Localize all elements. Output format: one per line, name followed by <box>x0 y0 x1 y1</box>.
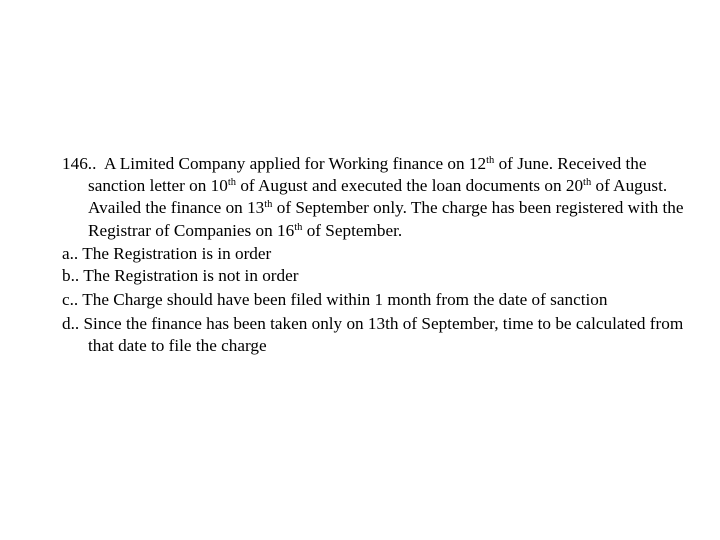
option-d <box>62 313 702 358</box>
ordinal-suffix-2: th <box>227 177 237 189</box>
ordinal-suffix-4: th <box>264 199 273 211</box>
question-text-part-1: A Limited Company applied for Working finance on 12 <box>104 154 487 173</box>
question-number: 146.. <box>62 154 97 173</box>
option-d-text: Since the finance has been taken only on 13th of September, time to be calculated from that date to file the charge <box>83 313 684 356</box>
option-b-text: The Registration is not in order <box>83 266 299 286</box>
question-text-part-3: of August and executed the loan documents on 20 <box>236 176 584 196</box>
question-text-part-2: of June. Received the sanction letter on 10 <box>88 154 647 196</box>
ordinal-suffix-1: th <box>486 155 495 167</box>
option-d-label: d.. <box>62 313 80 333</box>
option-b-label: b.. <box>62 266 80 286</box>
question-text-part-4: of August. Availed the finance on 13 <box>88 176 668 218</box>
option-c <box>62 289 702 312</box>
question-text-part-5: of September only. The charge has been registered with the Registrar of Companies on 16 <box>88 198 684 240</box>
question-block <box>62 153 702 358</box>
option-c-label: c.. <box>62 290 79 309</box>
ordinal-suffix-5: th <box>294 221 303 233</box>
question-text <box>62 153 702 242</box>
option-a <box>62 243 702 266</box>
option-a-text: The Registration is in order <box>82 243 272 263</box>
ordinal-suffix-3: th <box>583 177 592 189</box>
option-a-label: a.. <box>62 243 79 263</box>
option-c-text: The Charge should have been filed within 1 month from the date of sanction <box>82 290 608 309</box>
question-text-part-6: of September. <box>302 220 403 240</box>
option-b <box>62 265 702 288</box>
